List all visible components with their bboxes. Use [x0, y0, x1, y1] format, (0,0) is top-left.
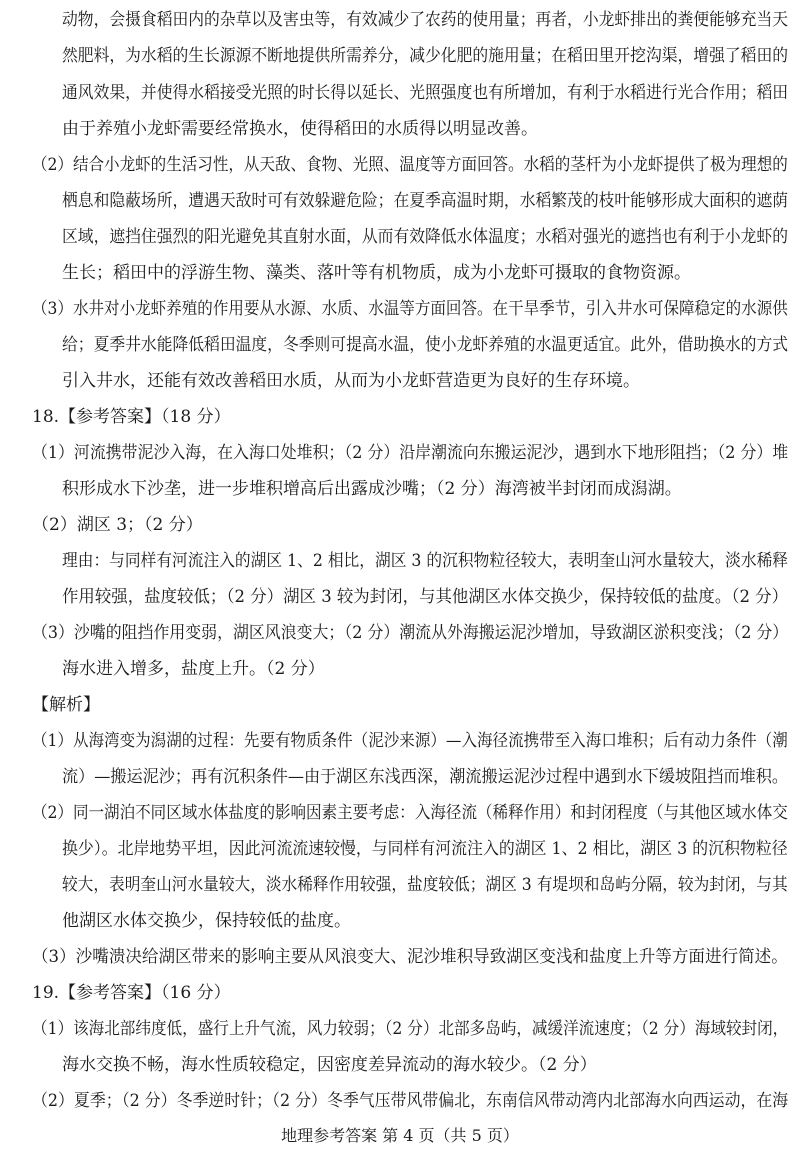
page-footer: 地理参考答案 第 4 页（共 5 页）	[281, 1126, 519, 1145]
text-line: 较大，表明奎山河水量较大，淡水稀释作用较强，盐度较低；湖区 3 有堤坝和岛屿分隔，较为封闭，与其	[62, 875, 788, 895]
text-line: （2）湖区 3；（2 分）	[32, 515, 203, 535]
text-line: （1）该海北部纬度低，盛行上升气流，风力较弱；（2 分）北部多岛屿，减缓洋流速度；（2 分）海域较封闭，	[32, 1019, 789, 1039]
text-line: 动物，会摄食稻田内的杂草以及害虫等，有效减少了农药的使用量；再者，小龙虾排出的粪便能够充当天	[62, 10, 789, 30]
text-line: 换少）。北岸地势平坦，因此河流流速较慢，与同样有河流注入的湖区 1、2 相比，湖区 3 的沉积物粒径	[62, 839, 788, 859]
text-line: 海水进入增多，盐度上升。（2 分）	[62, 659, 325, 679]
text-line: 生长；稻田中的浮游生物、藻类、落叶等有机物质，成为小龙虾可摄取的食物资源。	[62, 263, 691, 283]
text-line: （3）水井对小龙虾养殖的作用要从水源、水质、水温等方面回答。在干旱季节，引入井水可保障稳定的水源供	[32, 299, 788, 319]
section-heading: 18.【参考答案】（18 分）	[32, 407, 231, 427]
text-line: 然肥料，为水稻的生长源源不断地提供所需养分，减少化肥的施用量；在稻田里开挖沟渠，增强了稻田的	[62, 46, 789, 66]
text-line: 给；夏季井水能降低稻田温度，冬季则可提高水温，使小龙虾养殖的水温更适宜。此外，借助换水的方式	[62, 335, 789, 355]
text-line: 由于养殖小龙虾需要经常换水，使得稻田的水质得以明显改善。	[62, 119, 538, 139]
text-line: 理由：与同样有河流注入的湖区 1、2 相比，湖区 3 的沉积物粒径较大，表明奎山河水量较大，淡水稀释	[62, 551, 789, 571]
text-line: 栖息和隐蔽场所，遭遇天敌时可有效躲避危险；在夏季高温时期，水稻繁茂的枝叶能够形成大面积的遮荫	[62, 191, 789, 211]
analysis-heading: 【解析】	[32, 695, 100, 715]
text-line: （2）夏季；（2 分）冬季逆时针；（2 分）冬季气压带风带偏北，东南信风带动湾内北部海水向西运动，在海	[32, 1091, 789, 1111]
text-line: （3）沙嘴的阻挡作用变弱，湖区风浪变大；（2 分）潮流从外海搬运泥沙增加，导致湖区淤积变浅；（2 分）	[32, 623, 789, 643]
text-line: 海水交换不畅，海水性质较稳定，因密度差异流动的海水较少。（2 分）	[62, 1055, 597, 1075]
text-line: （2）结合小龙虾的生活习性，从天敌、食物、光照、温度等方面回答。水稻的茎杆为小龙虾提供了极为理想的	[32, 155, 788, 175]
text-line: （1）从海湾变为潟湖的过程：先要有物质条件（泥沙来源）—入海径流携带至入海口堆积；后有动力条件（潮	[32, 731, 788, 751]
text-line: （3）沙嘴溃决给湖区带来的影响主要从风浪变大、泥沙堆积导致湖区变浅和盐度上升等方面进行简述。	[32, 947, 788, 967]
text-line: 他湖区水体交换少，保持较低的盐度。	[62, 911, 351, 931]
text-line: 积形成水下沙垄，进一步堆积增高后出露成沙嘴；（2 分）海湾被半封闭而成潟湖。	[62, 479, 682, 499]
text-line: （2）同一湖泊不同区域水体盐度的影响因素主要考虑：入海径流（稀释作用）和封闭程度（与其他区域水体交	[32, 803, 788, 823]
text-line: 通风效果，并使得水稻接受光照的时长得以延长、光照强度也有所增加，有利于水稻进行光合作用；稻田	[62, 83, 789, 103]
text-line: （1）河流携带泥沙入海，在入海口处堆积；（2 分）沿岸潮流向东搬运泥沙，遇到水下地形阻挡；（2 分）堆	[32, 443, 789, 463]
text-line: 区域，遮挡住强烈的阳光避免其直射水面，从而有效降低水体温度；水稻对强光的遮挡也有利于小龙虾的	[62, 227, 789, 247]
text-line: 流）—搬运泥沙；再有沉积条件—由于湖区东浅西深，潮流搬运泥沙过程中遇到水下缓坡阻挡而堆积。	[62, 767, 788, 787]
text-line: 引入井水，还能有效改善稻田水质，从而为小龙虾营造更为良好的生存环境。	[62, 371, 640, 391]
section-heading: 19.【参考答案】（16 分）	[32, 983, 231, 1003]
text-line: 作用较强，盐度较低；（2 分）湖区 3 较为封闭，与其他湖区水体交换少，保持较低的盐度。（2 分）	[62, 587, 789, 607]
